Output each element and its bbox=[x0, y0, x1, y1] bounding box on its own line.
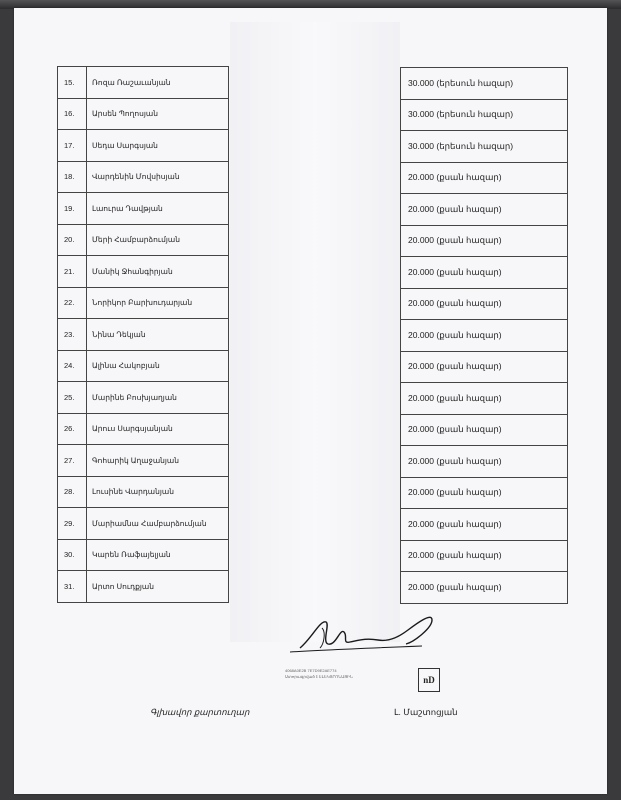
table-row bbox=[401, 351, 568, 383]
names-table bbox=[57, 66, 229, 603]
table-row bbox=[58, 476, 229, 508]
person-name: Արուս Սարգսյանյան bbox=[87, 413, 229, 445]
table-row bbox=[58, 539, 229, 571]
row-number: 29. bbox=[58, 508, 87, 540]
row-number: 23. bbox=[58, 319, 87, 351]
person-name: Մարինե Բոսխյաղյան bbox=[87, 382, 229, 414]
signatory-name: Լ. Մաշտոցյան bbox=[394, 707, 458, 717]
person-name: Կարեն Ռաֆայելյան bbox=[87, 539, 229, 571]
person-name: Ալինա Հակոբյան bbox=[87, 350, 229, 382]
row-number: 21. bbox=[58, 256, 87, 288]
table-row bbox=[401, 288, 568, 320]
amount-cell: 20.000 (քսան հազար) bbox=[401, 446, 568, 478]
person-name: Արտո Սուդքյան bbox=[87, 571, 229, 603]
amount-cell: 30.000 (երեսուն հազար) bbox=[401, 68, 568, 100]
table-row bbox=[401, 194, 568, 226]
person-name: Մարիամնա Համբարձումյան bbox=[87, 508, 229, 540]
table-row bbox=[401, 446, 568, 478]
person-name: Վարդենին Մովսիսյան bbox=[87, 161, 229, 193]
person-name: Արսեն Պողոսյան bbox=[87, 98, 229, 130]
table-row bbox=[401, 257, 568, 289]
row-number: 31. bbox=[58, 571, 87, 603]
table-row bbox=[58, 287, 229, 319]
stamp-line-2: Ստորագրված է ԷԼԵԿՏՐՈՆԱՅԻՆ bbox=[285, 674, 353, 679]
table-row bbox=[58, 319, 229, 351]
amount-cell: 30.000 (երեսուն հազար) bbox=[401, 99, 568, 131]
row-number: 25. bbox=[58, 382, 87, 414]
table-row bbox=[58, 350, 229, 382]
row-number: 16. bbox=[58, 98, 87, 130]
table-row bbox=[58, 98, 229, 130]
table-row bbox=[58, 508, 229, 540]
table-row bbox=[58, 382, 229, 414]
row-number: 28. bbox=[58, 476, 87, 508]
amount-cell: 20.000 (քսան հազար) bbox=[401, 288, 568, 320]
table-row bbox=[58, 256, 229, 288]
handwritten-signature bbox=[282, 608, 442, 668]
table-row bbox=[58, 161, 229, 193]
person-name: Ռոզա Ռաշաւանյան bbox=[87, 67, 229, 99]
row-number: 18. bbox=[58, 161, 87, 193]
amount-cell: 20.000 (քսան հազար) bbox=[401, 351, 568, 383]
table-row bbox=[401, 509, 568, 541]
row-number: 22. bbox=[58, 287, 87, 319]
table-row bbox=[401, 225, 568, 257]
table-row bbox=[401, 68, 568, 100]
amount-cell: 20.000 (քսան հազար) bbox=[401, 320, 568, 352]
amount-cell: 20.000 (քսան հազար) bbox=[401, 194, 568, 226]
table-row bbox=[58, 413, 229, 445]
person-name: Մանիկ Ջհանգիրյան bbox=[87, 256, 229, 288]
table-row bbox=[401, 540, 568, 572]
amount-cell: 20.000 (քսան հազար) bbox=[401, 383, 568, 415]
amount-cell: 20.000 (քսան հազար) bbox=[401, 509, 568, 541]
row-number: 24. bbox=[58, 350, 87, 382]
person-name: Նինա Դեկյան bbox=[87, 319, 229, 351]
row-number: 20. bbox=[58, 224, 87, 256]
amount-cell: 30.000 (երեսուն հազար) bbox=[401, 131, 568, 163]
person-name: Լուսինե Վարդանյան bbox=[87, 476, 229, 508]
table-row bbox=[401, 383, 568, 415]
person-name: Մերի Համբարձումյան bbox=[87, 224, 229, 256]
amount-cell: 20.000 (քսան հազար) bbox=[401, 540, 568, 572]
table-row bbox=[401, 572, 568, 604]
table-row bbox=[58, 67, 229, 99]
amount-cell: 20.000 (քսան հազար) bbox=[401, 572, 568, 604]
person-name: Սեդա Սարգսյան bbox=[87, 130, 229, 162]
amount-cell: 20.000 (քսան հազար) bbox=[401, 414, 568, 446]
row-number: 30. bbox=[58, 539, 87, 571]
electronic-stamp-text bbox=[285, 668, 405, 680]
table-row bbox=[58, 571, 229, 603]
person-name: Լաուրա Դավթյան bbox=[87, 193, 229, 225]
scan-blank-column bbox=[230, 22, 400, 642]
person-name: Գոհարիկ Աղաջանյան bbox=[87, 445, 229, 477]
amounts-table bbox=[400, 67, 568, 604]
signatory-title: Գլխավոր քարտուղար bbox=[150, 707, 250, 717]
table-row bbox=[401, 162, 568, 194]
stamp-logo-icon: nD bbox=[418, 668, 440, 692]
table-row bbox=[58, 193, 229, 225]
table-row bbox=[401, 131, 568, 163]
row-number: 19. bbox=[58, 193, 87, 225]
amount-cell: 20.000 (քսան հազար) bbox=[401, 477, 568, 509]
table-row bbox=[401, 414, 568, 446]
row-number: 15. bbox=[58, 67, 87, 99]
row-number: 17. bbox=[58, 130, 87, 162]
table-row bbox=[401, 99, 568, 131]
table-row bbox=[401, 320, 568, 352]
amount-cell: 20.000 (քսան հազար) bbox=[401, 225, 568, 257]
person-name: Նորիկոր Բարխուդարյան bbox=[87, 287, 229, 319]
row-number: 26. bbox=[58, 413, 87, 445]
amount-cell: 20.000 (քսան հազար) bbox=[401, 257, 568, 289]
table-row bbox=[58, 224, 229, 256]
table-row bbox=[58, 130, 229, 162]
table-row bbox=[58, 445, 229, 477]
amount-cell: 20.000 (քսան հազար) bbox=[401, 162, 568, 194]
row-number: 27. bbox=[58, 445, 87, 477]
stamp-line-1: 4068A0E2B 7E7D9E2AE774 bbox=[285, 668, 337, 673]
table-row bbox=[401, 477, 568, 509]
